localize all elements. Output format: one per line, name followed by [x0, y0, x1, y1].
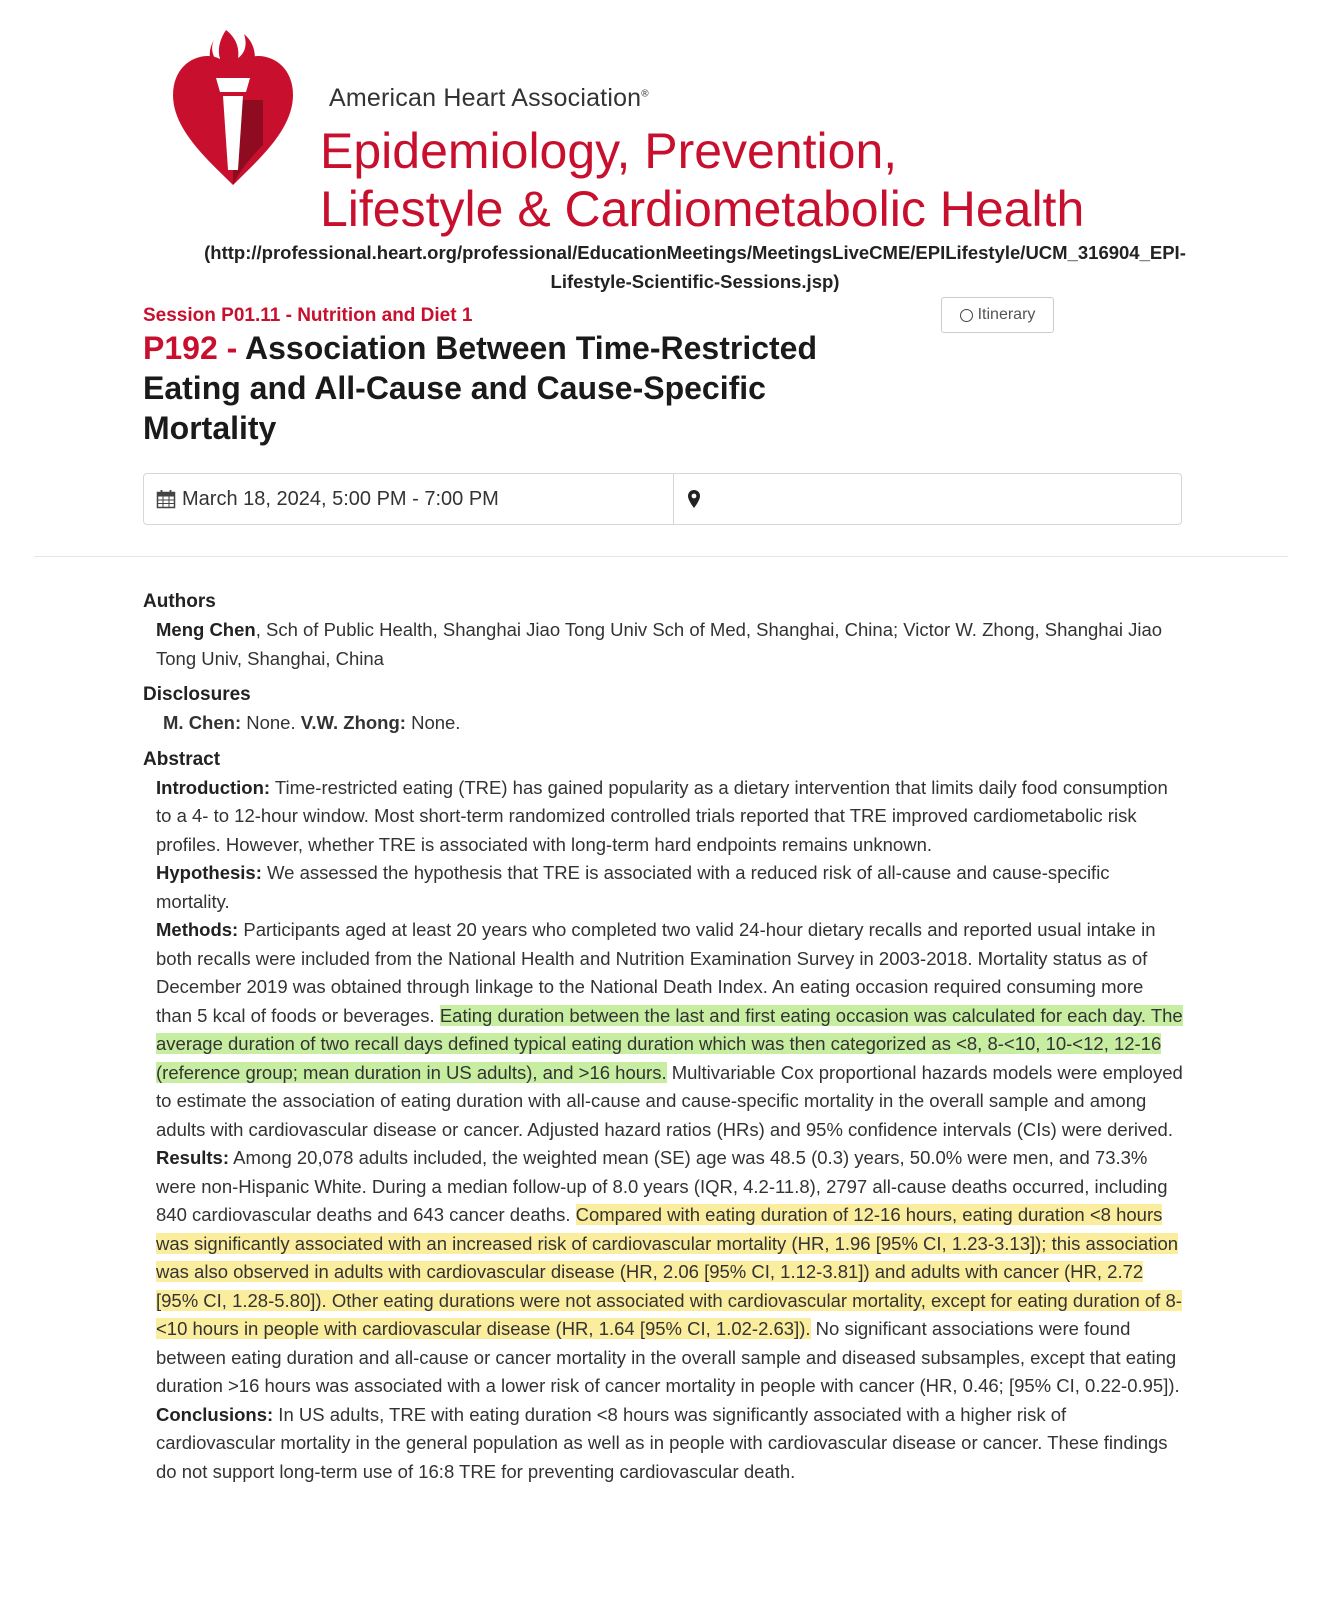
abstract-conclusions: Conclusions: In US adults, TRE with eating duration <8 hours was significantly associated with a higher risk of cardiovascular mortality in the general population as well as in people with cardiovascular disease or cancer. These findings do not support long-term use of 16:8 TRE for preventing cardiovascular death.: [156, 1403, 1168, 1482]
url-line-1: (http://professional.heart.org/professional/EducationMeetings/MeetingsLiveCME/EPILifestyle/UCM_316904_EPI-: [204, 242, 1186, 263]
highlight-yellow: Compared with eating duration of 12-16 hours, eating duration <8 hours was significantly associated with an increased risk of cardiovascular mortality (HR, 1.96 [95% CI, 1.23-3.13]); this association was also observed in adults with cardiovascular disease (HR, 2.06 [95% CI, 1.12-3.81]) and adults with cancer (HR, 2.72 [95% CI, 1.28-5.80]). Other eating durations were not associated with cardiovascular mortality, except for eating duration of 8-<10 hours in people with cardiovascular disease (HR, 1.64 [95% CI, 1.02-2.63]).: [156, 1204, 1182, 1339]
event-info-box: [143, 473, 1182, 525]
circle-icon: [960, 309, 973, 322]
date-cell: [144, 474, 674, 524]
abstract-heading: Abstract: [143, 748, 221, 770]
authors-text: Meng Chen, Sch of Public Health, Shanghai Jiao Tong Univ Sch of Med, Shanghai, China; Victor W. Zhong, Shanghai Jiao Tong Univ, Shanghai, China: [156, 619, 1163, 669]
session-label: Session P01.11 - Nutrition and Diet 1: [143, 305, 473, 326]
event-title: [320, 122, 1084, 238]
highlight-green: Eating duration between the last and first eating occasion was calculated for each day. The average duration of two recall days defined typical eating duration which was then categorized as <8, 8-<10, 10-<12, 12-16 (reference group; mean duration in US adults), and >16 hours.: [156, 1004, 1183, 1083]
date-time: March 18, 2024, 5:00 PM - 7:00 PM: [182, 487, 499, 510]
event-title-line-2: Lifestyle & Cardiometabolic Health: [320, 181, 1085, 237]
poster-title-text: Association Between Time-Restricted Eating and All-Cause and Cause-Specific Mortality: [143, 330, 817, 446]
itinerary-label: Itinerary: [977, 306, 1036, 323]
lead-author: Meng Chen: [156, 619, 256, 640]
abstract-content: [143, 588, 1183, 1486]
url-line-2: Lifestyle-Scientific-Sessions.jsp): [550, 271, 840, 292]
calendar-icon: [156, 489, 176, 509]
abstract-methods: Methods: Participants aged at least 20 years who completed two valid 24-hour dietary recalls and reported usual intake in both recalls were included from the National Health and Nutrition Examination Survey in 2003-2018. Mortality status as of December 2019 was obtained through linkage to the National Death Index. An eating occasion required consuming more than 5 kcal of foods or beverages. Eating duration between the last and first eating occasion was calculated for each day. The average duration of two recall days defined typical eating duration which was then categorized as <8, 8-<10, 10-<12, 12-16 (reference group; mean duration in US adults), and >16 hours. Multivariable Cox proportional hazards models were employed to estimate the association of eating duration with all-cause and cause-specific mortality in the overall sample and among adults with cardiovascular disease or cancer. Adjusted hazard ratios (HRs) and 95% confidence intervals (CIs) were derived.: [156, 919, 1183, 1140]
disclosures-heading: Disclosures: [143, 684, 251, 705]
event-title-line-1: Epidemiology, Prevention,: [320, 123, 898, 179]
poster-title: [143, 328, 903, 448]
authors-heading: Authors: [143, 591, 216, 612]
map-pin-icon: [687, 489, 701, 509]
section-divider: [34, 556, 1288, 557]
itinerary-button[interactable]: [941, 297, 1054, 333]
location-cell[interactable]: [674, 474, 1181, 524]
brand-name: American Heart Association®: [329, 84, 649, 112]
abstract-introduction: Introduction: Time-restricted eating (TRE) has gained popularity as a dietary intervention that limits daily food consumption to a 4- to 12-hour window. Most short-term randomized controlled trials reported that TRE improved cardiometabolic risk profiles. However, whether TRE is associated with long-term hard endpoints remains unknown.: [156, 776, 1168, 855]
abstract-hypothesis: Hypothesis: We assessed the hypothesis that TRE is associated with a reduced risk of all-cause and cause-specific mortality.: [156, 862, 1110, 912]
event-url-link[interactable]: [135, 238, 1255, 296]
disclosures-text: M. Chen: None. V.W. Zhong: None.: [163, 712, 461, 733]
poster-id: P192 -: [143, 330, 245, 366]
heart-torch-logo-icon: [168, 20, 298, 190]
abstract-results: Results: Among 20,078 adults included, the weighted mean (SE) age was 48.5 (0.3) years, 50.0% were men, and 73.3% were non-Hispanic White. During a median follow-up of 8.0 years (IQR, 4.2-11.8), 2797 all-cause deaths occurred, including 840 cardiovascular deaths and 643 cancer deaths. Compared with eating duration of 12-16 hours, eating duration <8 hours was significantly associated with an increased risk of cardiovascular mortality (HR, 1.96 [95% CI, 1.23-3.13]); this association was also observed in adults with cardiovascular disease (HR, 2.06 [95% CI, 1.12-3.81]) and adults with cancer (HR, 2.72 [95% CI, 1.28-5.80]). Other eating durations were not associated with cardiovascular mortality, except for eating duration of 8-<10 hours in people with cardiovascular disease (HR, 1.64 [95% CI, 1.02-2.63]). No significant associations were found between eating duration and all-cause or cancer mortality in the overall sample and diseased subsamples, except that eating duration >16 hours was associated with a lower risk of cancer mortality in people with cancer (HR, 0.46; [95% CI, 0.22-0.95]).: [156, 1147, 1182, 1396]
